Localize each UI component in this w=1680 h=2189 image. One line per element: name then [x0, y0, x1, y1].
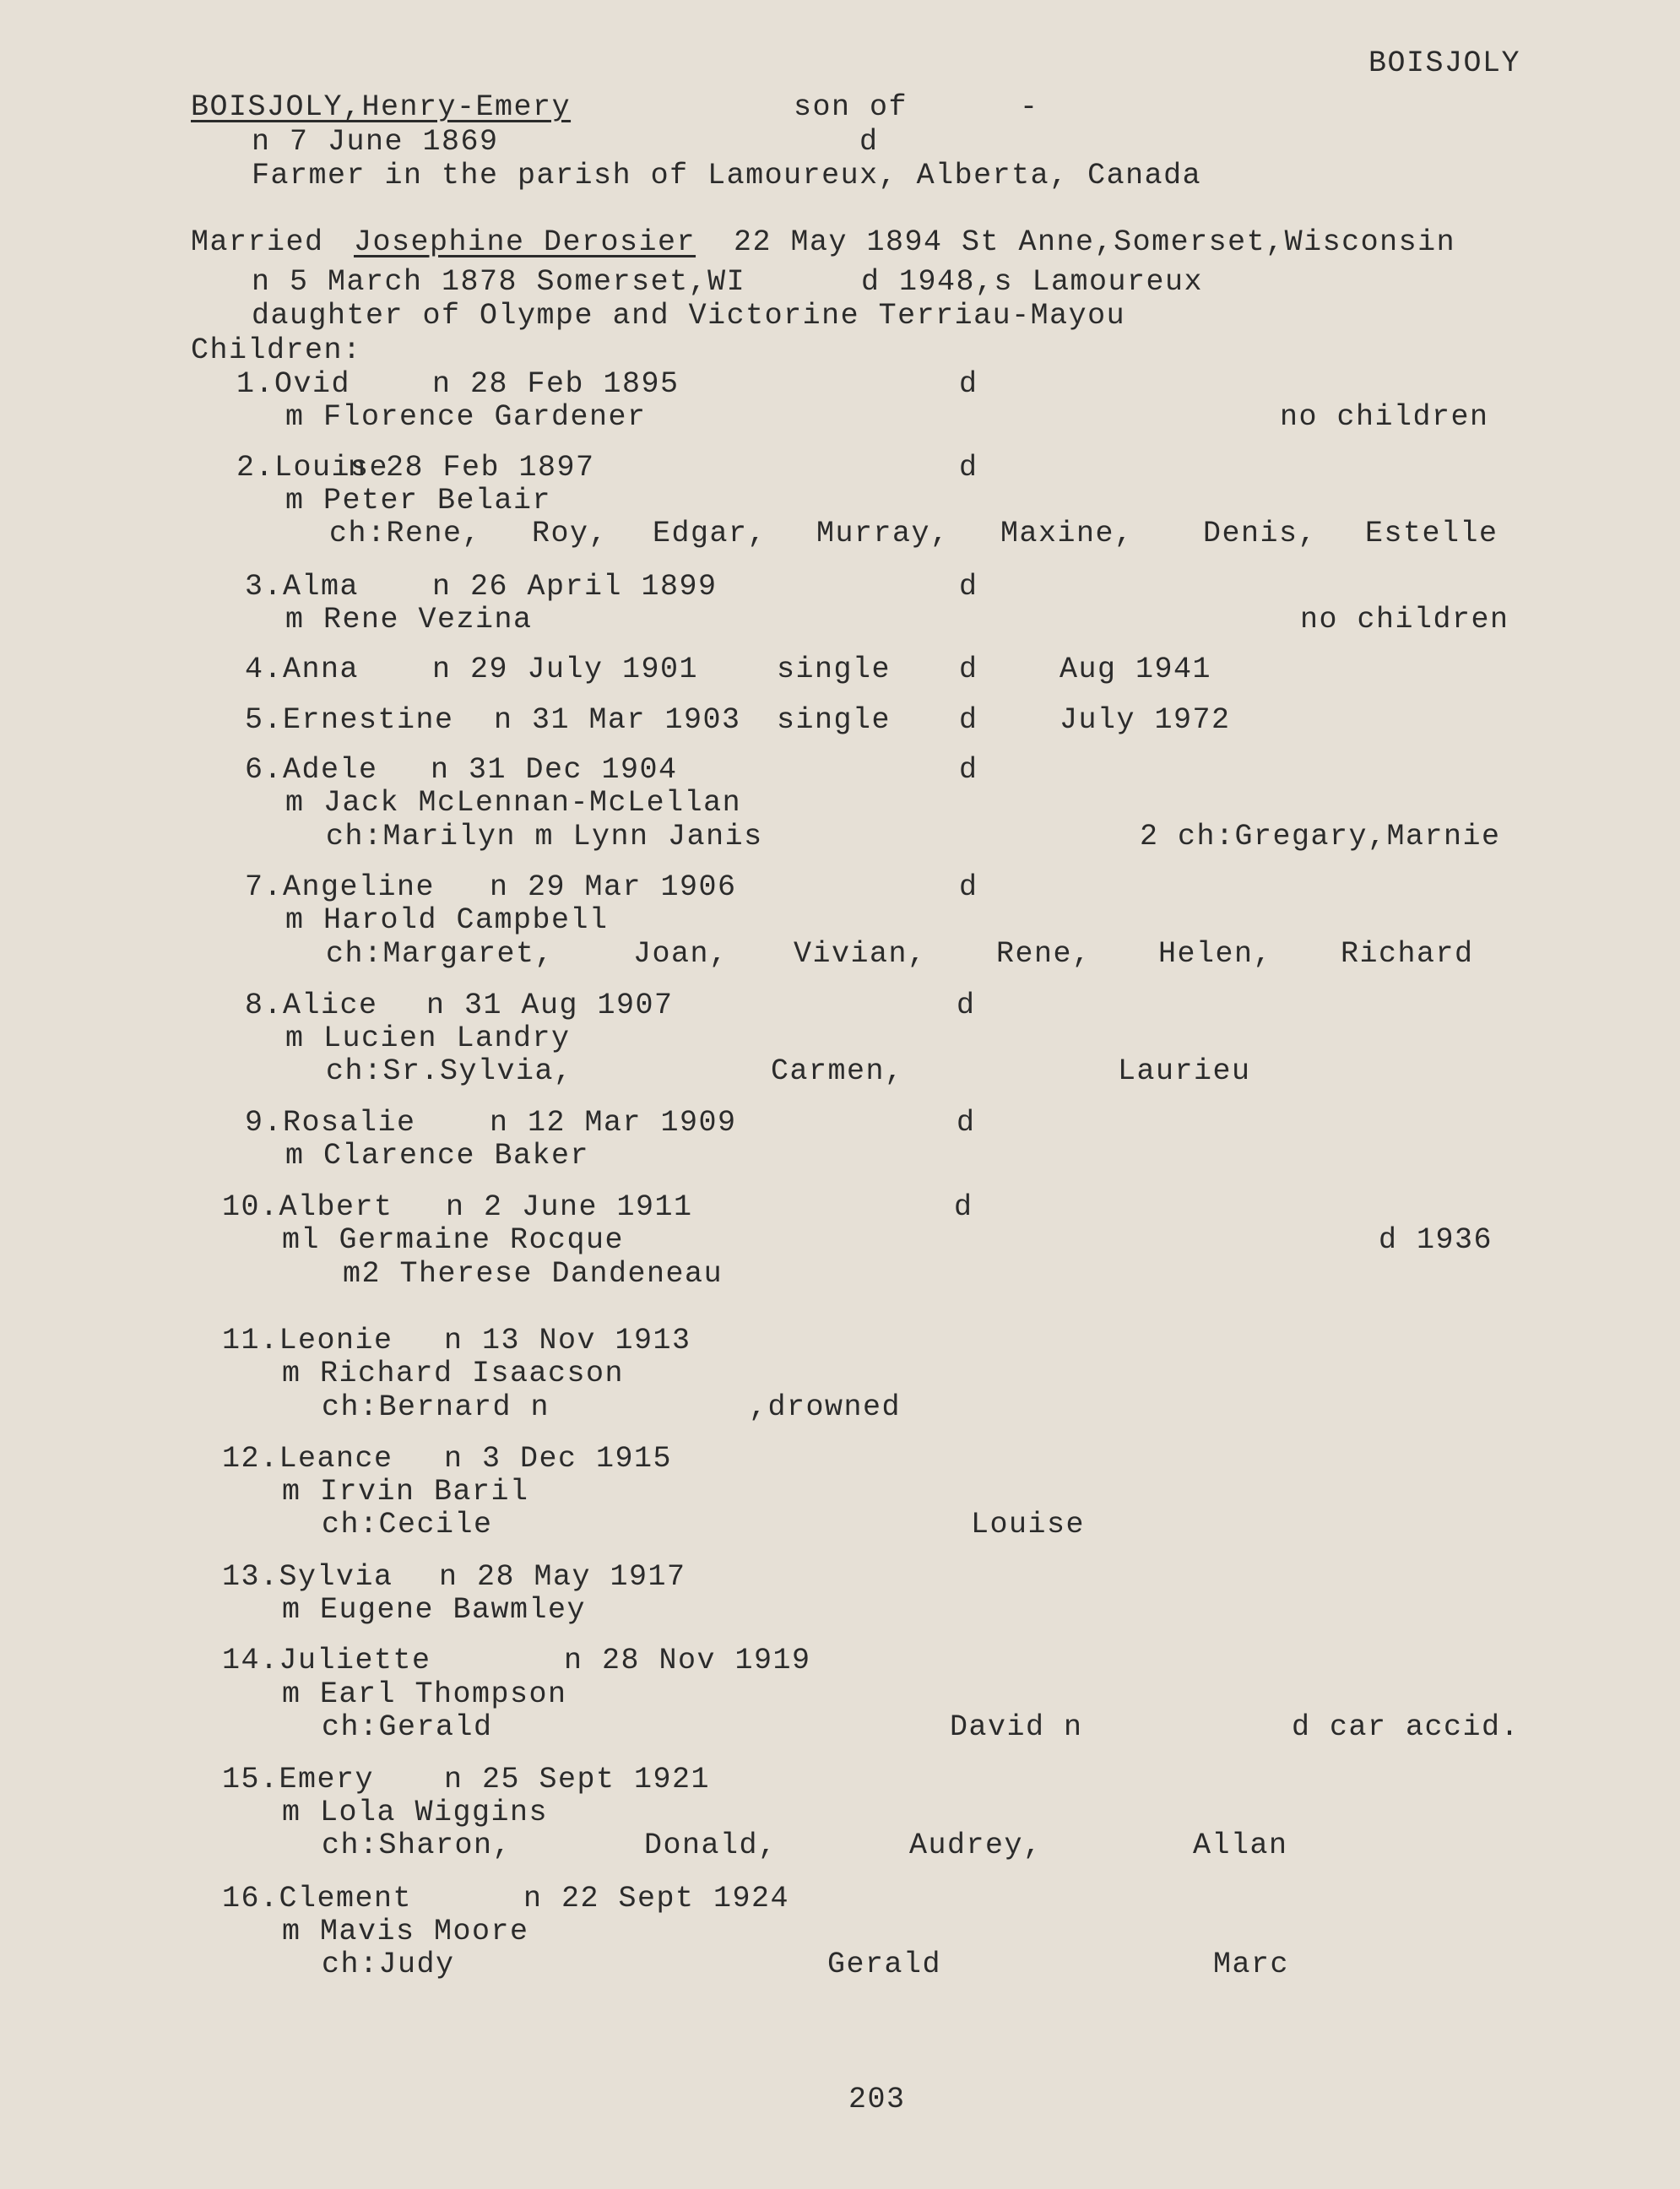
- grandchild: ch:Marilyn m Lynn Janis: [326, 820, 763, 853]
- grandchild: ch:Gerald: [322, 1710, 493, 1744]
- header-surname: BOISJOLY: [1368, 46, 1521, 80]
- spouse-died: d 1948,s Lamoureux: [861, 265, 1204, 299]
- grandchild: Estelle: [1365, 517, 1498, 550]
- child-spouse: m Rene Vezina: [285, 603, 533, 637]
- child-entry: 16.Clement: [222, 1882, 413, 1915]
- child-born: n 28 Nov 1919: [564, 1644, 811, 1677]
- child-died: d: [959, 570, 978, 604]
- child-entry: 1.Ovid: [236, 367, 351, 401]
- grandchild: ch:Judy: [322, 1948, 455, 1981]
- child-died: d: [959, 753, 978, 787]
- child-spouse: m Eugene Bawmley: [282, 1593, 587, 1627]
- child-born: n 28 May 1917: [439, 1560, 686, 1594]
- marriage-details: 22 May 1894 St Anne,Somerset,Wisconsin: [734, 225, 1456, 259]
- child-spouse-2: m2 Therese Dandeneau: [343, 1257, 723, 1291]
- child-born: n 31 Aug 1907: [426, 989, 674, 1022]
- grandchild: ch:Sharon,: [322, 1829, 512, 1862]
- grandchild: Edgar,: [653, 517, 767, 550]
- grandchild: ch:Margaret,: [326, 937, 555, 971]
- grandchild: ch:Bernard n: [322, 1390, 550, 1424]
- child-spouse: m Harold Campbell: [285, 903, 609, 937]
- child-status: single: [777, 653, 891, 686]
- children-heading: Children:: [191, 333, 362, 367]
- child-entry: 2.Louise: [236, 451, 389, 485]
- child-died: d: [957, 1106, 976, 1140]
- child-born: n 13 Nov 1913: [444, 1324, 691, 1357]
- grandchild: Roy,: [532, 517, 609, 550]
- child-spouse: m Peter Belair: [285, 484, 552, 517]
- child-born: n 29 Mar 1906: [490, 870, 737, 904]
- child-died: d: [957, 989, 976, 1022]
- child-entry: 14.Juliette: [222, 1644, 431, 1677]
- child-born: n 28 Feb 1897: [348, 451, 595, 485]
- child-note: no children: [1280, 400, 1489, 434]
- child-spouse: m Florence Gardener: [285, 400, 647, 434]
- grandchild: Gerald: [827, 1948, 942, 1981]
- child-entry: 5.Ernestine: [245, 703, 454, 737]
- spouse-born: n 5 March 1878 Somerset,WI: [252, 265, 746, 299]
- child-entry: 6.Adele: [245, 753, 378, 787]
- grandchild: Rene,: [996, 937, 1092, 971]
- child-entry: 7.Angeline: [245, 870, 436, 904]
- child-born: n 28 Feb 1895: [432, 367, 680, 401]
- child-entry: 13.Sylvia: [222, 1560, 393, 1594]
- grandchild: Richard: [1341, 937, 1474, 971]
- child-born: n 22 Sept 1924: [523, 1882, 790, 1915]
- child-spouse: m Lola Wiggins: [282, 1796, 549, 1829]
- page-number: 203: [848, 2083, 906, 2116]
- married-label: Married: [191, 225, 324, 259]
- parents: -: [1020, 90, 1039, 124]
- child-note: no children: [1300, 603, 1509, 637]
- child-entry: 3.Alma: [245, 570, 360, 604]
- grandchild: ch:Sr.Sylvia,: [326, 1054, 573, 1088]
- subject-died: d: [859, 125, 879, 159]
- child-born: n 31 Mar 1903: [494, 703, 741, 737]
- spouse-name: Josephine Derosier: [354, 225, 696, 259]
- child-died: d: [959, 653, 978, 686]
- child-entry: 9.Rosalie: [245, 1106, 416, 1140]
- subject-occupation: Farmer in the parish of Lamoureux, Alberta, Canada: [252, 159, 1202, 192]
- son-of-label: son of: [794, 90, 908, 124]
- grandchild: Allan: [1193, 1829, 1288, 1862]
- grandchild: Maxine,: [1000, 517, 1134, 550]
- grandchild: Helen,: [1158, 937, 1273, 971]
- child-died: d: [959, 870, 978, 904]
- grandchild: ch:Rene,: [329, 517, 482, 550]
- child-status: single: [777, 703, 891, 737]
- child-born: n 2 June 1911: [446, 1190, 693, 1224]
- grandchild: 2 ch:Gregary,Marnie: [1140, 820, 1501, 853]
- child-died: d: [959, 367, 978, 401]
- grandchild-note: ,drowned: [749, 1390, 902, 1424]
- grandchild: ch:Cecile: [322, 1508, 493, 1542]
- child-entry: 8.Alice: [245, 989, 378, 1022]
- child-born: n 26 April 1899: [432, 570, 718, 604]
- subject-name: BOISJOLY,Henry-Emery: [191, 90, 572, 124]
- child-born: n 29 July 1901: [432, 653, 699, 686]
- child-born: n 3 Dec 1915: [444, 1442, 673, 1476]
- child-spouse: m Irvin Baril: [282, 1475, 529, 1509]
- grandchild: Audrey,: [909, 1829, 1043, 1862]
- grandchild-note: d car accid.: [1292, 1710, 1520, 1744]
- child-entry: 15.Emery: [222, 1763, 375, 1796]
- child-entry: 11.Leonie: [222, 1324, 393, 1357]
- subject-born: n 7 June 1869: [252, 125, 499, 159]
- grandchild: Murray,: [816, 517, 950, 550]
- child-died: d: [959, 703, 978, 737]
- child-death-date: July 1972: [1059, 703, 1231, 737]
- grandchild: Laurieu: [1118, 1054, 1251, 1088]
- spouse-death: d 1936: [1379, 1223, 1493, 1257]
- grandchild: Denis,: [1203, 517, 1318, 550]
- grandchild: David n: [950, 1710, 1083, 1744]
- child-born: n 31 Dec 1904: [431, 753, 678, 787]
- grandchild: Donald,: [644, 1829, 778, 1862]
- child-entry: 10.Albert: [222, 1190, 393, 1224]
- child-born: n 12 Mar 1909: [490, 1106, 737, 1140]
- child-spouse: m Richard Isaacson: [282, 1357, 625, 1390]
- child-spouse: m Lucien Landry: [285, 1021, 571, 1055]
- child-died: d: [954, 1190, 973, 1224]
- child-entry: 12.Leance: [222, 1442, 393, 1476]
- grandchild: Louise: [971, 1508, 1086, 1542]
- child-spouse: ml Germaine Rocque: [282, 1223, 625, 1257]
- grandchild: Joan,: [633, 937, 729, 971]
- child-spouse: m Earl Thompson: [282, 1677, 567, 1711]
- child-death-date: Aug 1941: [1059, 653, 1212, 686]
- child-entry: 4.Anna: [245, 653, 360, 686]
- child-spouse: m Clarence Baker: [285, 1139, 590, 1173]
- grandchild: Vivian,: [794, 937, 927, 971]
- child-born: n 25 Sept 1921: [444, 1763, 711, 1796]
- child-spouse: m Jack McLennan-McLellan: [285, 786, 742, 820]
- grandchild: Marc: [1213, 1948, 1290, 1981]
- child-died: d: [959, 451, 978, 485]
- child-spouse: m Mavis Moore: [282, 1915, 529, 1948]
- grandchild: Carmen,: [771, 1054, 904, 1088]
- spouse-parents: daughter of Olympe and Victorine Terriau-Mayou: [252, 299, 1126, 333]
